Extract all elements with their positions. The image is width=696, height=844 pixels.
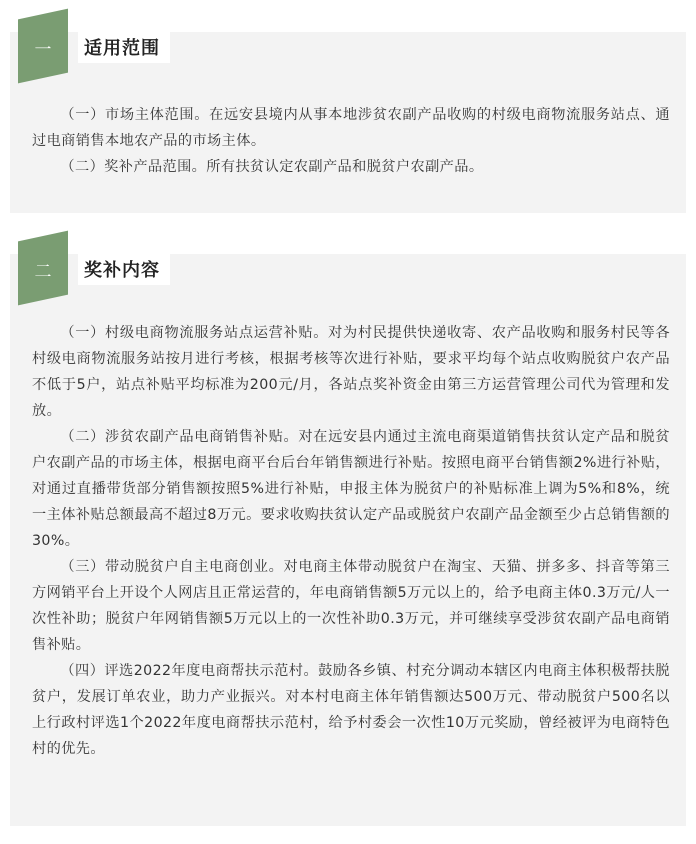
section-number: 一	[34, 39, 52, 60]
paragraph: （二）涉贫农副产品电商销售补贴。对在远安县内通过主流电商渠道销售扶贫认定产品和脱贫户农副产品的市场主体，根据电商平台后台年销售额进行补贴。按照电商平台销售额2%进行补贴，对通过直播带货部分销售额按照5%进行补贴，申报主体为脱贫户的补贴标准上调为5%和8%，统一主体补贴总额最高不超过8万元。要求收购扶贫认定产品或脱贫户农副产品金额至少占总销售额的30%。	[32, 429, 670, 549]
paragraph: （三）带动脱贫户自主电商创业。对电商主体带动脱贫户在淘宝、天猫、拼多多、抖音等第三方网销平台上开设个人网店且正常运营的，年电商销售额5万元以上的，给予电商主体0.3万元/人一次性补助；脱贫户年网销售额5万元以上的一次性补助0.3万元，并可继续享受涉贫农副产品电商销售补贴。	[32, 559, 670, 653]
section-body	[32, 102, 670, 180]
section-subsidy-content	[10, 254, 686, 826]
paragraph: （一）市场主体范围。在远安县境内从事本地涉贫农副产品收购的村级电商物流服务站点、通过电商销售本地农产品的市场主体。	[32, 107, 670, 149]
paragraph: （一）村级电商物流服务站点运营补贴。对为村民提供快递收寄、农产品收购和服务村民等各村级电商物流服务站按月进行考核，根据考核等次进行补贴，要求平均每个站点收购脱贫户农产品不低于5户，站点补贴平均标准为200元/月，各站点奖补资金由第三方运营管理公司代为管理和发放。	[32, 325, 670, 419]
paragraph: （二）奖补产品范围。所有扶贫认定农副产品和脱贫户农副产品。	[60, 159, 484, 175]
paragraph: （四）评选2022年度电商帮扶示范村。鼓励各乡镇、村充分调动本辖区内电商主体积极帮扶脱贫户，发展订单农业，助力产业振兴。对本村电商主体年销售额达500万元、带动脱贫户500名以上行政村评选1个2022年度电商帮扶示范村，给予村委会一次性10万元奖励，曾经被评为电商特色村的优先。	[32, 663, 670, 757]
section-number: 二	[34, 261, 52, 282]
section-title: 适用范围	[78, 31, 170, 63]
section-body	[32, 320, 670, 762]
section-scope	[10, 32, 686, 213]
section-title: 奖补内容	[78, 253, 170, 285]
